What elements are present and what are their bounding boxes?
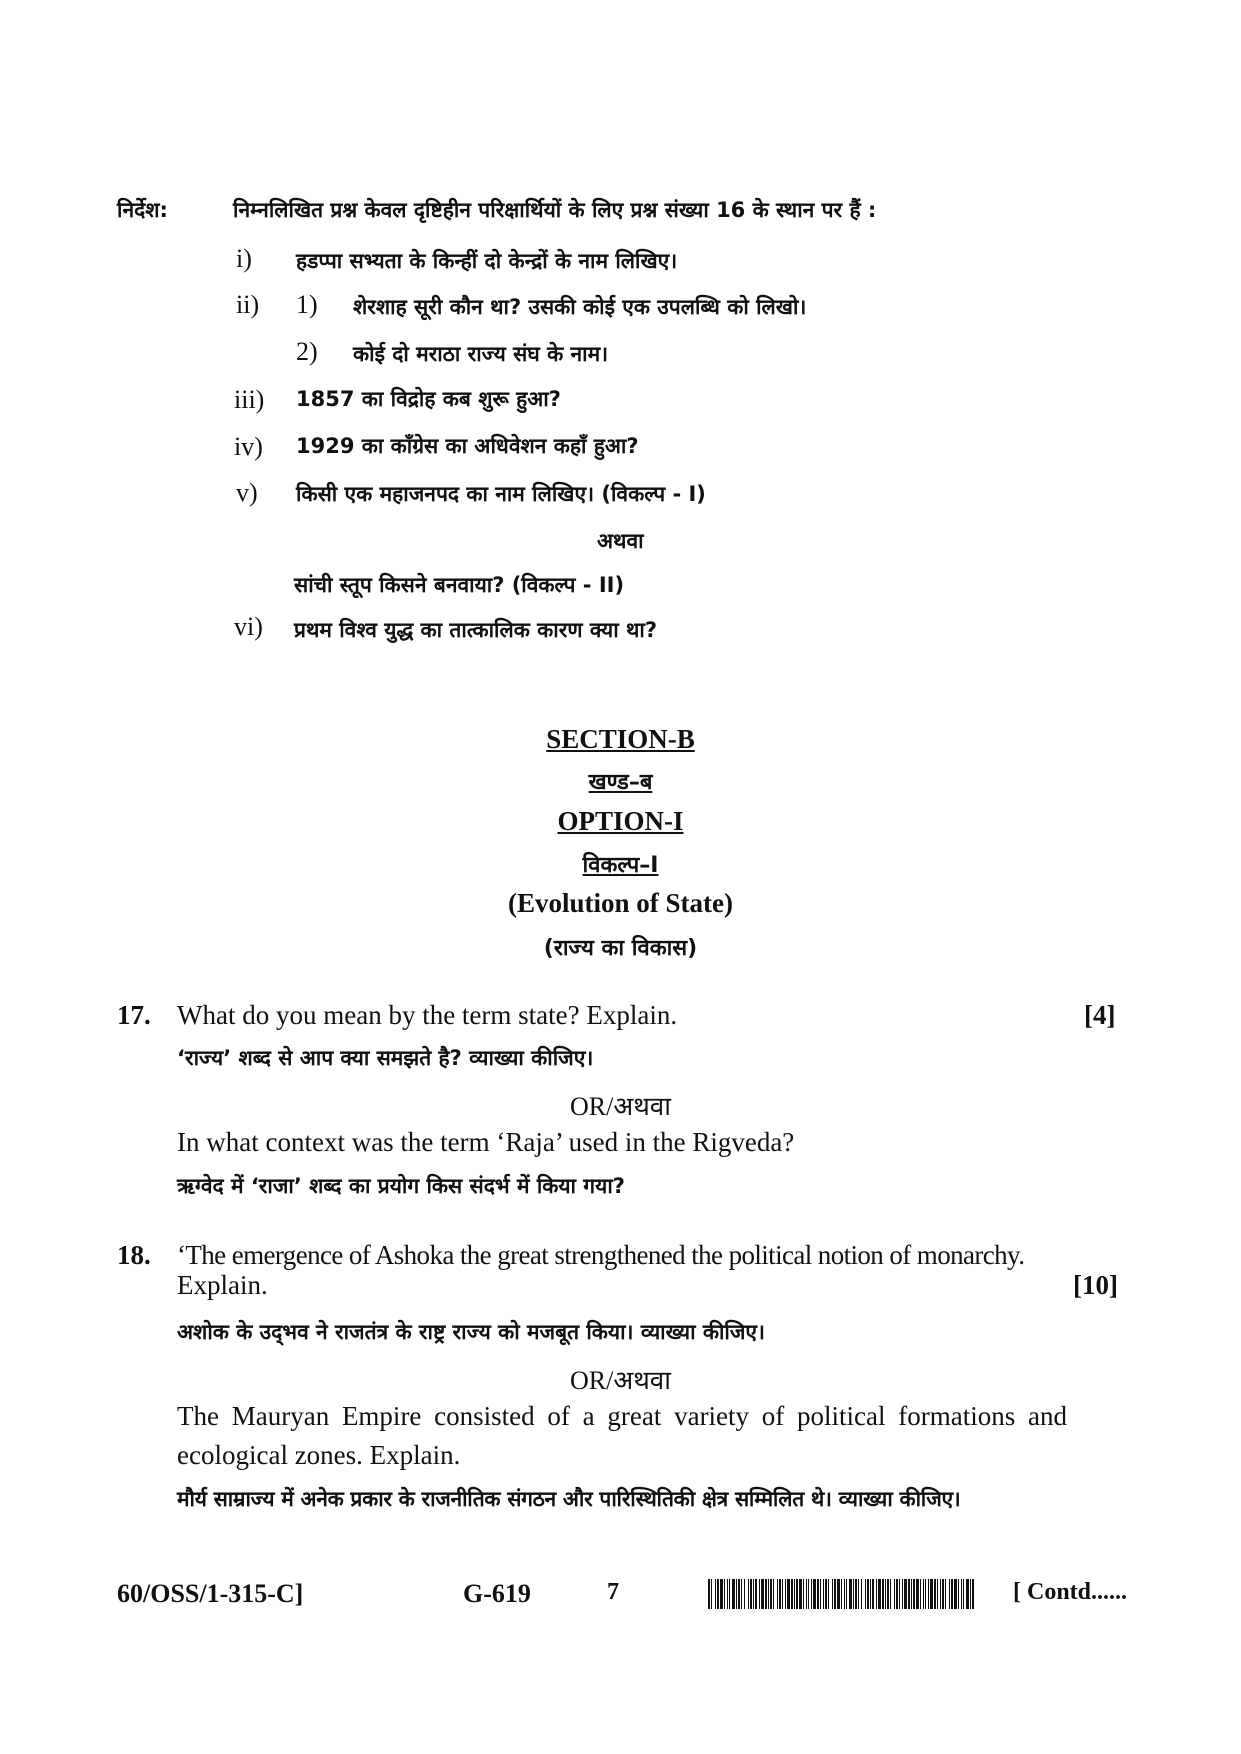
section-title-hindi: खण्ड–ब [588, 770, 653, 795]
item-v-or: अथवा [597, 529, 644, 553]
option-title-hindi: विकल्प–I [582, 853, 659, 878]
item-v-text: किसी एक महाजनपद का नाम लिखिए। (विकल्प - I) [296, 482, 706, 506]
item-v-alt-text: सांची स्तूप किसने बनवाया? (विकल्प - II) [294, 573, 625, 597]
instruction-label: निर्देश: [117, 198, 168, 222]
footer-page-number: 7 [607, 1579, 619, 1605]
item-v-number: v) [236, 478, 258, 507]
q18-text-line2: Explain. [177, 1270, 268, 1300]
q18-alt-text-line1: The Mauryan Empire consisted of a great variety of political formations and [177, 1401, 1067, 1431]
q17-text: What do you mean by the term state? Explain. [177, 1000, 678, 1030]
q18-text-line1: ‘The emergence of Ashoka the great strengthened the political notion of monarchy. [177, 1240, 1025, 1270]
instruction-text: निम्नलिखित प्रश्न केवल दृष्टिहीन परिक्षार्थियों के लिए प्रश्न संख्या 16 के स्थान पर हैं : [233, 198, 877, 222]
item-vi-number: vi) [234, 612, 263, 641]
section-title: SECTION-B [546, 724, 695, 754]
q18-text-hindi: अशोक के उद्‌भव ने राजतंत्र के राष्ट्र राज्य को मजबूत किया। व्याख्या कीजिए। [177, 1320, 765, 1344]
q17-or: OR/अथवा [569, 1092, 671, 1121]
option-title: OPTION-I [557, 806, 684, 836]
footer-code: 60/OSS/1-315-C] [117, 1579, 304, 1608]
item-iii-text: 1857 का विद्रोह कब शुरू हुआ? [296, 387, 561, 411]
q17-alt-text: In what context was the term ‘Raja’ used in the Rigveda? [177, 1127, 795, 1157]
q17-alt-text-hindi: ऋग्वेद में ‘राजा’ शब्द का प्रयोग किस संदर्भ में किया गया? [177, 1174, 625, 1198]
item-ii-sub1-number: 1) [296, 290, 318, 319]
item-ii-sub2-text: कोई दो मराठा राज्य संघ के नाम। [353, 342, 609, 366]
barcode-image [708, 1579, 975, 1609]
item-ii-sub2-number: 2) [296, 337, 318, 366]
item-i-text: हडप्पा सभ्यता के किन्हीं दो केन्द्रों के नाम लिखिए। [296, 249, 678, 273]
topic-title: (Evolution of State) [508, 888, 733, 918]
footer-continued: [ Contd...... [1013, 1579, 1128, 1605]
item-i-number: i) [236, 244, 252, 273]
q18-alt-text-line2: ecological zones. Explain. [177, 1440, 461, 1470]
item-iv-text: 1929 का काँग्रेस का अधिवेशन कहाँ हुआ? [296, 434, 639, 458]
item-iv-number: iv) [234, 432, 263, 461]
q18-alt-text-hindi: मौर्य साम्राज्य में अनेक प्रकार के राजनीतिक संगठन और पारिस्थितिकी क्षेत्र सम्मिलित थे। व्याख्या कीजिए। [177, 1487, 961, 1511]
q17-marks: [4] [1084, 1000, 1116, 1030]
q18-marks: [10] [1073, 1270, 1118, 1300]
q18-number: 18. [117, 1240, 151, 1270]
item-vi-text: प्रथम विश्व युद्ध का तात्कालिक कारण क्या था? [294, 618, 658, 642]
item-ii-sub1-text: शेरशाह सूरी कौन था? उसकी कोई एक उपलब्धि को लिखो। [353, 295, 807, 319]
footer-paper-code: G-619 [463, 1579, 531, 1608]
q17-text-hindi: ‘राज्य’ शब्द से आप क्या समझते है? व्याख्या कीजिए। [177, 1046, 594, 1070]
item-ii-number: ii) [236, 290, 260, 319]
q18-or: OR/अथवा [569, 1366, 671, 1395]
q17-number: 17. [117, 1000, 151, 1030]
topic-title-hindi: (राज्य का विकास) [543, 936, 698, 961]
item-iii-number: iii) [234, 385, 265, 414]
